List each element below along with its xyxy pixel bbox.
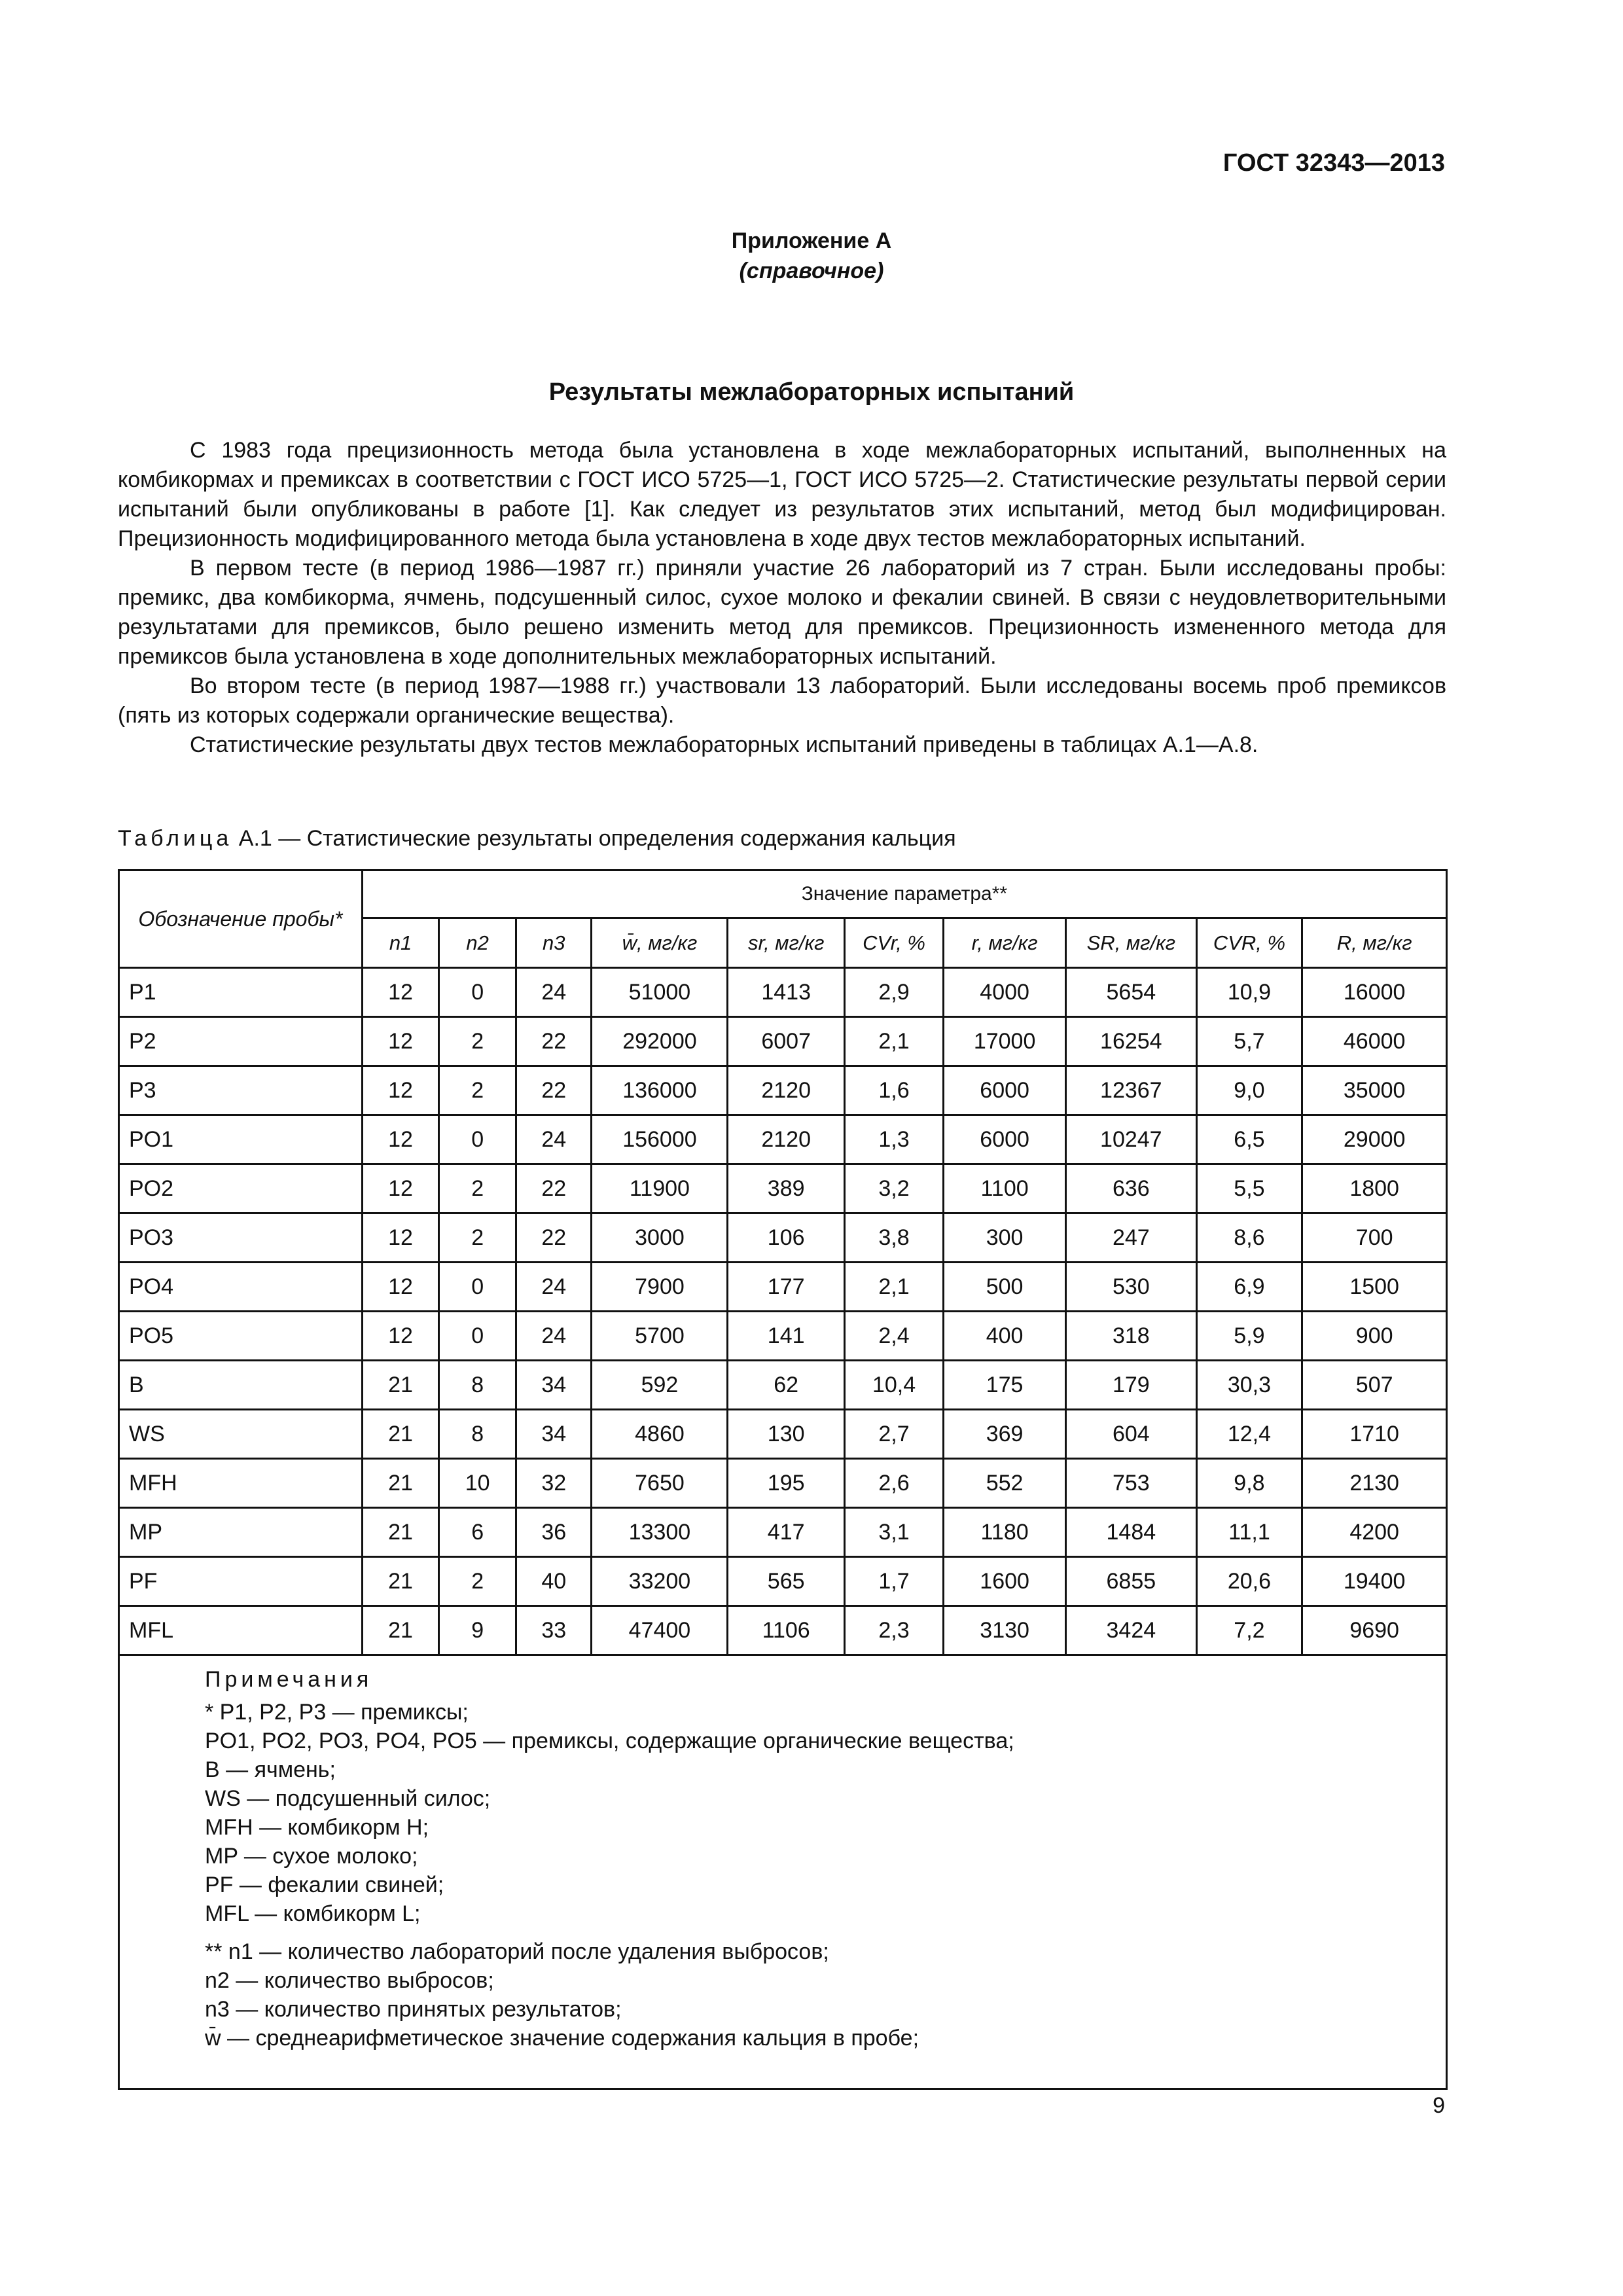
value-cell: 389 <box>728 1164 845 1213</box>
value-cell: 2,4 <box>844 1312 943 1361</box>
results-table <box>118 869 1448 2090</box>
value-cell: 1500 <box>1302 1263 1447 1312</box>
value-cell: 1100 <box>944 1164 1066 1213</box>
value-cell: 2 <box>439 1213 516 1263</box>
value-cell: 32 <box>516 1459 592 1508</box>
value-cell: 10,4 <box>844 1361 943 1410</box>
value-cell: 4000 <box>944 968 1066 1017</box>
value-cell: 36 <box>516 1508 592 1557</box>
table-row <box>119 968 1447 1017</box>
value-cell: 195 <box>728 1459 845 1508</box>
value-cell: 11,1 <box>1196 1508 1302 1557</box>
value-cell: 7650 <box>592 1459 728 1508</box>
column-header: CVr, % <box>844 918 943 968</box>
value-cell: 9 <box>439 1606 516 1655</box>
value-cell: 10 <box>439 1459 516 1508</box>
appendix-subtitle: (справочное) <box>739 259 884 283</box>
value-cell: 12 <box>362 1017 439 1066</box>
paragraph: Во втором тесте (в период 1987—1988 гг.) участвовали 13 лабораторий. Были исследованы восемь проб премиксов (пять из которых содержали органические вещества). <box>118 673 1446 728</box>
value-cell: 29000 <box>1302 1115 1447 1164</box>
sample-code-cell: MP <box>119 1508 363 1557</box>
sample-code-cell: PO4 <box>119 1263 363 1312</box>
note-line: n2 — количество выбросов; <box>205 1968 494 1993</box>
value-cell: 62 <box>728 1361 845 1410</box>
value-cell: 6 <box>439 1508 516 1557</box>
value-cell: 2 <box>439 1557 516 1606</box>
value-cell: 12 <box>362 1312 439 1361</box>
value-cell: 7900 <box>592 1263 728 1312</box>
value-cell: 30,3 <box>1196 1361 1302 1410</box>
paragraph: В первом тесте (в период 1986—1987 гг.) приняли участие 26 лабораторий из 7 стран. Были исследованы пробы: премикс, два комбикорма, ячмень, подсушенный силос, сухое молоко и фекалии свиней. В связи с неудовлетворительными результатами для премиксов, было решено изменить метод для премиксов. Прецизионность измененного метода для премиксов была установлена в ходе дополнительных межлабораторных испытаний. <box>118 556 1446 669</box>
value-cell: 11900 <box>592 1164 728 1213</box>
value-cell: 21 <box>362 1361 439 1410</box>
column-header: sr, мг/кг <box>728 918 845 968</box>
sample-code-cell: B <box>119 1361 363 1410</box>
value-cell: 2,7 <box>844 1410 943 1459</box>
value-cell: 16000 <box>1302 968 1447 1017</box>
value-cell: 0 <box>439 1263 516 1312</box>
value-cell: 3130 <box>944 1606 1066 1655</box>
table-row <box>119 1213 1447 1263</box>
value-cell: 6000 <box>944 1066 1066 1115</box>
value-cell: 2,9 <box>844 968 943 1017</box>
value-cell: 3,2 <box>844 1164 943 1213</box>
value-cell: 12 <box>362 1066 439 1115</box>
appendix-heading <box>0 226 1623 286</box>
value-cell: 156000 <box>592 1115 728 1164</box>
value-cell: 12 <box>362 1115 439 1164</box>
table-row <box>119 1066 1447 1115</box>
sample-name-header: Обозначение пробы* <box>119 870 363 968</box>
value-cell: 5700 <box>592 1312 728 1361</box>
table-caption-text: А.1 — Статистические результаты определения содержания кальция <box>238 826 956 851</box>
value-cell: 507 <box>1302 1361 1447 1410</box>
results-table-container <box>118 869 1448 2085</box>
value-cell: 12 <box>362 1263 439 1312</box>
value-cell: 34 <box>516 1410 592 1459</box>
value-cell: 8 <box>439 1361 516 1410</box>
value-cell: 6855 <box>1066 1557 1197 1606</box>
value-cell: 136000 <box>592 1066 728 1115</box>
value-cell: 1,7 <box>844 1557 943 1606</box>
value-cell: 22 <box>516 1066 592 1115</box>
table-caption <box>118 826 956 852</box>
value-cell: 175 <box>944 1361 1066 1410</box>
sample-code-cell: PF <box>119 1557 363 1606</box>
value-cell: 6007 <box>728 1017 845 1066</box>
value-cell: 24 <box>516 1263 592 1312</box>
table-row <box>119 1557 1447 1606</box>
value-cell: 2,6 <box>844 1459 943 1508</box>
page-number: 9 <box>1433 2093 1445 2118</box>
value-cell: 552 <box>944 1459 1066 1508</box>
value-cell: 300 <box>944 1213 1066 1263</box>
sample-code-cell: P2 <box>119 1017 363 1066</box>
value-cell: 1413 <box>728 968 845 1017</box>
value-cell: 33 <box>516 1606 592 1655</box>
value-cell: 2 <box>439 1066 516 1115</box>
value-cell: 47400 <box>592 1606 728 1655</box>
table-row <box>119 1017 1447 1066</box>
value-cell: 592 <box>592 1361 728 1410</box>
value-cell: 5,7 <box>1196 1017 1302 1066</box>
value-cell: 5,9 <box>1196 1312 1302 1361</box>
value-cell: 292000 <box>592 1017 728 1066</box>
value-cell: 6,9 <box>1196 1263 1302 1312</box>
value-cell: 2,1 <box>844 1263 943 1312</box>
section-title: Результаты межлабораторных испытаний <box>548 378 1075 406</box>
value-cell: 8 <box>439 1410 516 1459</box>
column-header: w̄, мг/кг <box>592 918 728 968</box>
standard-code: ГОСТ 32343—2013 <box>1222 149 1445 177</box>
value-cell: 179 <box>1066 1361 1197 1410</box>
notes-heading: Примечания <box>205 1667 373 1692</box>
value-cell: 141 <box>728 1312 845 1361</box>
column-header: n2 <box>439 918 516 968</box>
value-cell: 1,3 <box>844 1115 943 1164</box>
sample-code-cell: PO2 <box>119 1164 363 1213</box>
value-cell: 5,5 <box>1196 1164 1302 1213</box>
column-header: r, мг/кг <box>944 918 1066 968</box>
note-line: MP — сухое молоко; <box>205 1844 418 1869</box>
note-line: B — ячмень; <box>205 1757 336 1782</box>
sample-code-cell: PO3 <box>119 1213 363 1263</box>
value-cell: 2120 <box>728 1066 845 1115</box>
table-row <box>119 1606 1447 1655</box>
paragraph: Статистические результаты двух тестов межлабораторных испытаний приведены в таблицах А.1—А.8. <box>190 732 1258 757</box>
sample-code-cell: P1 <box>119 968 363 1017</box>
value-cell: 2,3 <box>844 1606 943 1655</box>
table-body <box>119 968 1447 1655</box>
sample-code-cell: MFL <box>119 1606 363 1655</box>
value-cell: 1180 <box>944 1508 1066 1557</box>
value-cell: 318 <box>1066 1312 1197 1361</box>
value-cell: 17000 <box>944 1017 1066 1066</box>
value-cell: 24 <box>516 968 592 1017</box>
value-cell: 417 <box>728 1508 845 1557</box>
value-cell: 6,5 <box>1196 1115 1302 1164</box>
note-line: w̄ — среднеарифметическое значение содержания кальция в пробе; <box>205 2026 919 2051</box>
value-cell: 4200 <box>1302 1508 1447 1557</box>
note-line: WS — подсушенный силос; <box>205 1786 491 1811</box>
value-cell: 13300 <box>592 1508 728 1557</box>
table-row <box>119 1361 1447 1410</box>
value-cell: 6000 <box>944 1115 1066 1164</box>
value-cell: 700 <box>1302 1213 1447 1263</box>
note-line: PF — фекалии свиней; <box>205 1873 444 1897</box>
value-cell: 46000 <box>1302 1017 1447 1066</box>
value-cell: 12 <box>362 1213 439 1263</box>
table-row <box>119 1410 1447 1459</box>
value-cell: 0 <box>439 968 516 1017</box>
value-cell: 10247 <box>1066 1115 1197 1164</box>
value-cell: 12,4 <box>1196 1410 1302 1459</box>
value-cell: 12 <box>362 968 439 1017</box>
value-cell: 565 <box>728 1557 845 1606</box>
value-cell: 2 <box>439 1017 516 1066</box>
value-cell: 3,1 <box>844 1508 943 1557</box>
sample-code-cell: WS <box>119 1410 363 1459</box>
value-cell: 12367 <box>1066 1066 1197 1115</box>
value-cell: 51000 <box>592 968 728 1017</box>
value-cell: 40 <box>516 1557 592 1606</box>
table-notes <box>119 1655 1447 2089</box>
value-cell: 20,6 <box>1196 1557 1302 1606</box>
column-header: n3 <box>516 918 592 968</box>
value-cell: 12 <box>362 1164 439 1213</box>
value-cell: 2,1 <box>844 1017 943 1066</box>
table-row <box>119 1312 1447 1361</box>
note-line: MFL — комбикорм L; <box>205 1901 421 1926</box>
value-cell: 900 <box>1302 1312 1447 1361</box>
value-cell: 177 <box>728 1263 845 1312</box>
value-cell: 21 <box>362 1459 439 1508</box>
value-cell: 1106 <box>728 1606 845 1655</box>
value-cell: 130 <box>728 1410 845 1459</box>
value-cell: 247 <box>1066 1213 1197 1263</box>
value-cell: 369 <box>944 1410 1066 1459</box>
value-cell: 21 <box>362 1557 439 1606</box>
value-cell: 35000 <box>1302 1066 1447 1115</box>
value-cell: 34 <box>516 1361 592 1410</box>
column-header: n1 <box>362 918 439 968</box>
note-line: PO1, PO2, PO3, PO4, PO5 — премиксы, содержащие органические вещества; <box>205 1729 1014 1753</box>
value-cell: 636 <box>1066 1164 1197 1213</box>
value-cell: 3,8 <box>844 1213 943 1263</box>
value-cell: 22 <box>516 1164 592 1213</box>
value-cell: 19400 <box>1302 1557 1447 1606</box>
sample-code-cell: MFH <box>119 1459 363 1508</box>
value-cell: 21 <box>362 1410 439 1459</box>
value-cell: 1484 <box>1066 1508 1197 1557</box>
value-cell: 22 <box>516 1213 592 1263</box>
value-cell: 1,6 <box>844 1066 943 1115</box>
value-cell: 604 <box>1066 1410 1197 1459</box>
table-row <box>119 1164 1447 1213</box>
value-cell: 2130 <box>1302 1459 1447 1508</box>
value-cell: 2 <box>439 1164 516 1213</box>
note-line: MFH — комбикорм Н; <box>205 1815 429 1840</box>
value-cell: 1800 <box>1302 1164 1447 1213</box>
value-cell: 21 <box>362 1508 439 1557</box>
note-line: n3 — количество принятых результатов; <box>205 1997 622 2022</box>
value-cell: 106 <box>728 1213 845 1263</box>
value-cell: 3424 <box>1066 1606 1197 1655</box>
value-cell: 530 <box>1066 1263 1197 1312</box>
value-cell: 9,8 <box>1196 1459 1302 1508</box>
notes-list-symbols <box>205 1937 1446 2053</box>
table-row <box>119 1115 1447 1164</box>
note-line: * P1, P2, P3 — премиксы; <box>205 1700 469 1725</box>
value-cell: 400 <box>944 1312 1066 1361</box>
value-cell: 0 <box>439 1312 516 1361</box>
value-cell: 500 <box>944 1263 1066 1312</box>
sample-code-cell: PO1 <box>119 1115 363 1164</box>
value-cell: 4860 <box>592 1410 728 1459</box>
value-cell: 22 <box>516 1017 592 1066</box>
value-cell: 9690 <box>1302 1606 1447 1655</box>
notes-list <box>205 1698 1446 1928</box>
table-caption-label: Таблица <box>118 826 233 851</box>
paragraph: С 1983 года прецизионность метода была установлена в ходе межлабораторных испытаний, выполненных на комбикормах и премиксах в соответствии с ГОСТ ИСО 5725—1, ГОСТ ИСО 5725—2. Статистические результаты первой серии испытаний были опубликованы в работе [1]. Как следует из результатов этих испытаний, метод был модифицирован. Прецизионность модифицированного метода была установлена в ходе двух тестов межлабораторных испытаний. <box>118 438 1446 551</box>
sample-code-cell: P3 <box>119 1066 363 1115</box>
table-row <box>119 1459 1447 1508</box>
value-cell: 753 <box>1066 1459 1197 1508</box>
value-cell: 2120 <box>728 1115 845 1164</box>
value-cell: 9,0 <box>1196 1066 1302 1115</box>
value-cell: 24 <box>516 1312 592 1361</box>
column-header: SR, мг/кг <box>1066 918 1197 968</box>
value-cell: 16254 <box>1066 1017 1197 1066</box>
value-cell: 3000 <box>592 1213 728 1263</box>
value-cell: 5654 <box>1066 968 1197 1017</box>
column-header: R, мг/кг <box>1302 918 1447 968</box>
appendix-title: Приложение А <box>731 228 892 253</box>
value-cell: 1710 <box>1302 1410 1447 1459</box>
value-cell: 0 <box>439 1115 516 1164</box>
value-cell: 24 <box>516 1115 592 1164</box>
note-line: ** n1 — количество лабораторий после удаления выбросов; <box>205 1939 829 1964</box>
value-cell: 8,6 <box>1196 1213 1302 1263</box>
body-text <box>118 436 1446 760</box>
column-header: CVR, % <box>1196 918 1302 968</box>
value-cell: 10,9 <box>1196 968 1302 1017</box>
value-cell: 7,2 <box>1196 1606 1302 1655</box>
sample-code-cell: PO5 <box>119 1312 363 1361</box>
value-cell: 21 <box>362 1606 439 1655</box>
table-row <box>119 1263 1447 1312</box>
value-cell: 1600 <box>944 1557 1066 1606</box>
table-row <box>119 1508 1447 1557</box>
parameter-group-header: Значение параметра** <box>362 870 1446 918</box>
value-cell: 33200 <box>592 1557 728 1606</box>
